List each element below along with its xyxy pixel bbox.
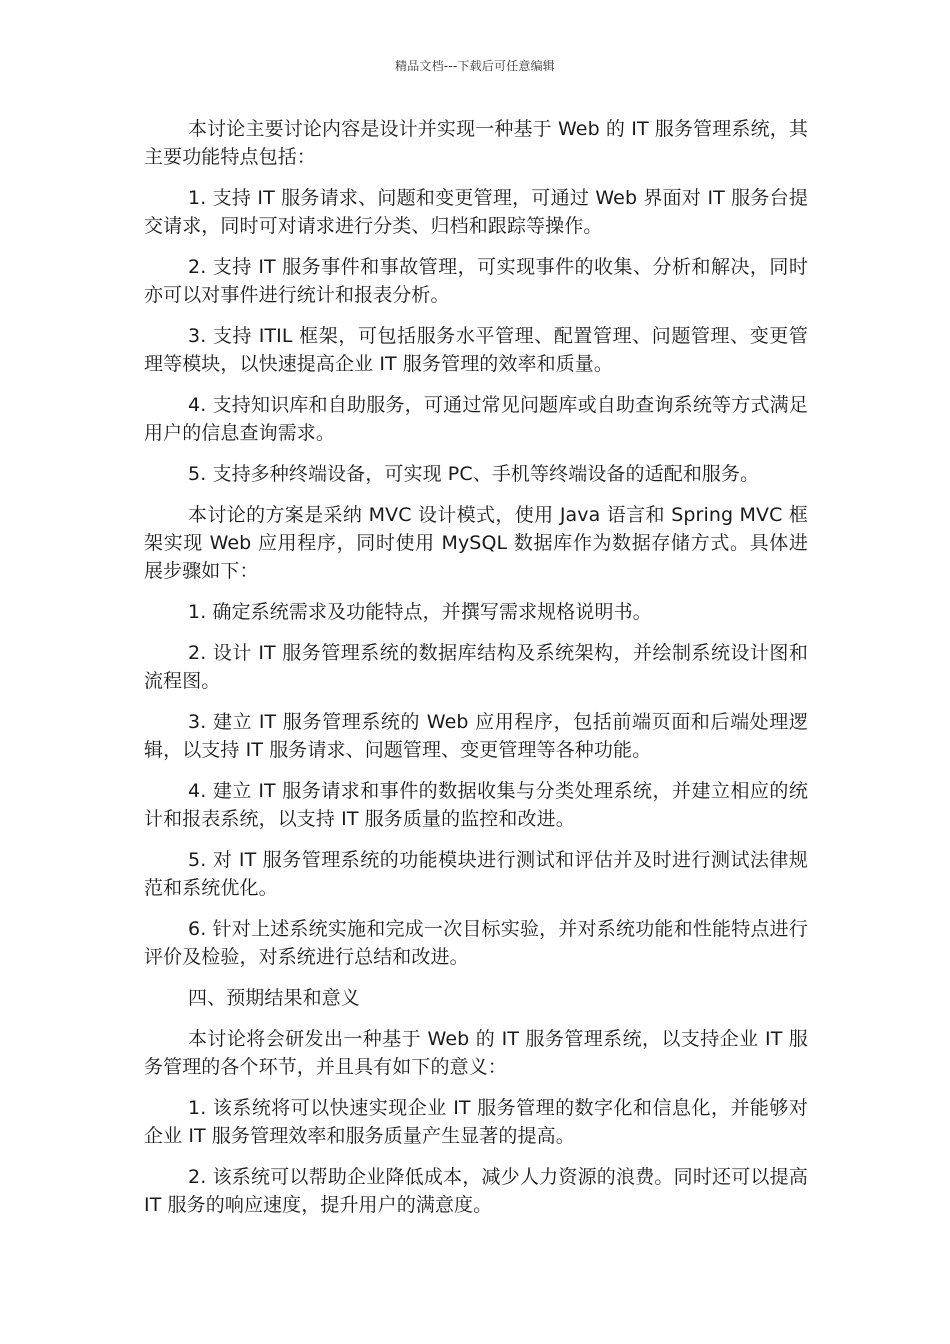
paragraph-significance-intro: 本讨论将会研发出一种基于 Web 的 IT 服务管理系统，以支持企业 IT 服务管理的各个环节，并且具有如下的意义： (144, 1028, 808, 1078)
paragraph-step-4: 4. 建立 IT 服务请求和事件的数据收集与分类处理系统，并建立相应的统计和报表系统，以支持 IT 服务质量的监控和改进。 (144, 780, 808, 830)
paragraph-step-2: 2. 设计 IT 服务管理系统的数据库结构及系统架构，并绘制系统设计图和流程图。 (144, 642, 808, 692)
paragraph-method: 本讨论的方案是采纳 MVC 设计模式，使用 Java 语言和 Spring MVC 框架实现 Web 应用程序，同时使用 MySQL 数据库作为数据存储方式。具体进展步骤如下： (144, 504, 808, 582)
page-header: 精品文档---下载后可任意编辑 (395, 59, 555, 73)
paragraph-step-1: 1. 确定系统需求及功能特点，并撰写需求规格说明书。 (188, 601, 652, 623)
paragraph-feature-2: 2. 支持 IT 服务事件和事故管理，可实现事件的收集、分析和解决，同时亦可以对事件进行统计和报表分析。 (144, 256, 808, 306)
paragraph-feature-1: 1. 支持 IT 服务请求、问题和变更管理，可通过 Web 界面对 IT 服务台提交请求，同时可对请求进行分类、归档和跟踪等操作。 (144, 187, 808, 237)
paragraph-feature-4: 4. 支持知识库和自助服务，可通过常见问题库或自助查询系统等方式满足用户的信息查询需求。 (144, 394, 808, 444)
paragraph-feature-5: 5. 支持多种终端设备，可实现 PC、手机等终端设备的适配和服务。 (188, 463, 760, 485)
paragraph-step-3: 3. 建立 IT 服务管理系统的 Web 应用程序，包括前端页面和后端处理逻辑，以支持 IT 服务请求、问题管理、变更管理等各种功能。 (144, 711, 808, 761)
paragraph-step-6: 6. 针对上述系统实施和完成一次目标实验，并对系统功能和性能特点进行评价及检验，对系统进行总结和改进。 (144, 918, 808, 968)
document-body (144, 115, 808, 1232)
paragraph-significance-1: 1. 该系统将可以快速实现企业 IT 服务管理的数字化和信息化，并能够对企业 IT 服务管理效率和服务质量产生显著的提高。 (144, 1097, 808, 1147)
paragraph-step-5: 5. 对 IT 服务管理系统的功能模块进行测试和评估并及时进行测试法律规范和系统优化。 (144, 849, 808, 899)
paragraph-significance-2: 2. 该系统可以帮助企业降低成本，减少人力资源的浪费。同时还可以提高 IT 服务的响应速度，提升用户的满意度。 (144, 1166, 808, 1216)
paragraph-feature-3: 3. 支持 ITIL 框架，可包括服务水平管理、配置管理、问题管理、变更管理等模块，以快速提高企业 IT 服务管理的效率和质量。 (144, 325, 808, 375)
section-heading-expected-results: 四、预期结果和意义 (188, 987, 360, 1009)
paragraph-intro: 本讨论主要讨论内容是设计并实现一种基于 Web 的 IT 服务管理系统，其主要功能特点包括： (144, 118, 808, 168)
